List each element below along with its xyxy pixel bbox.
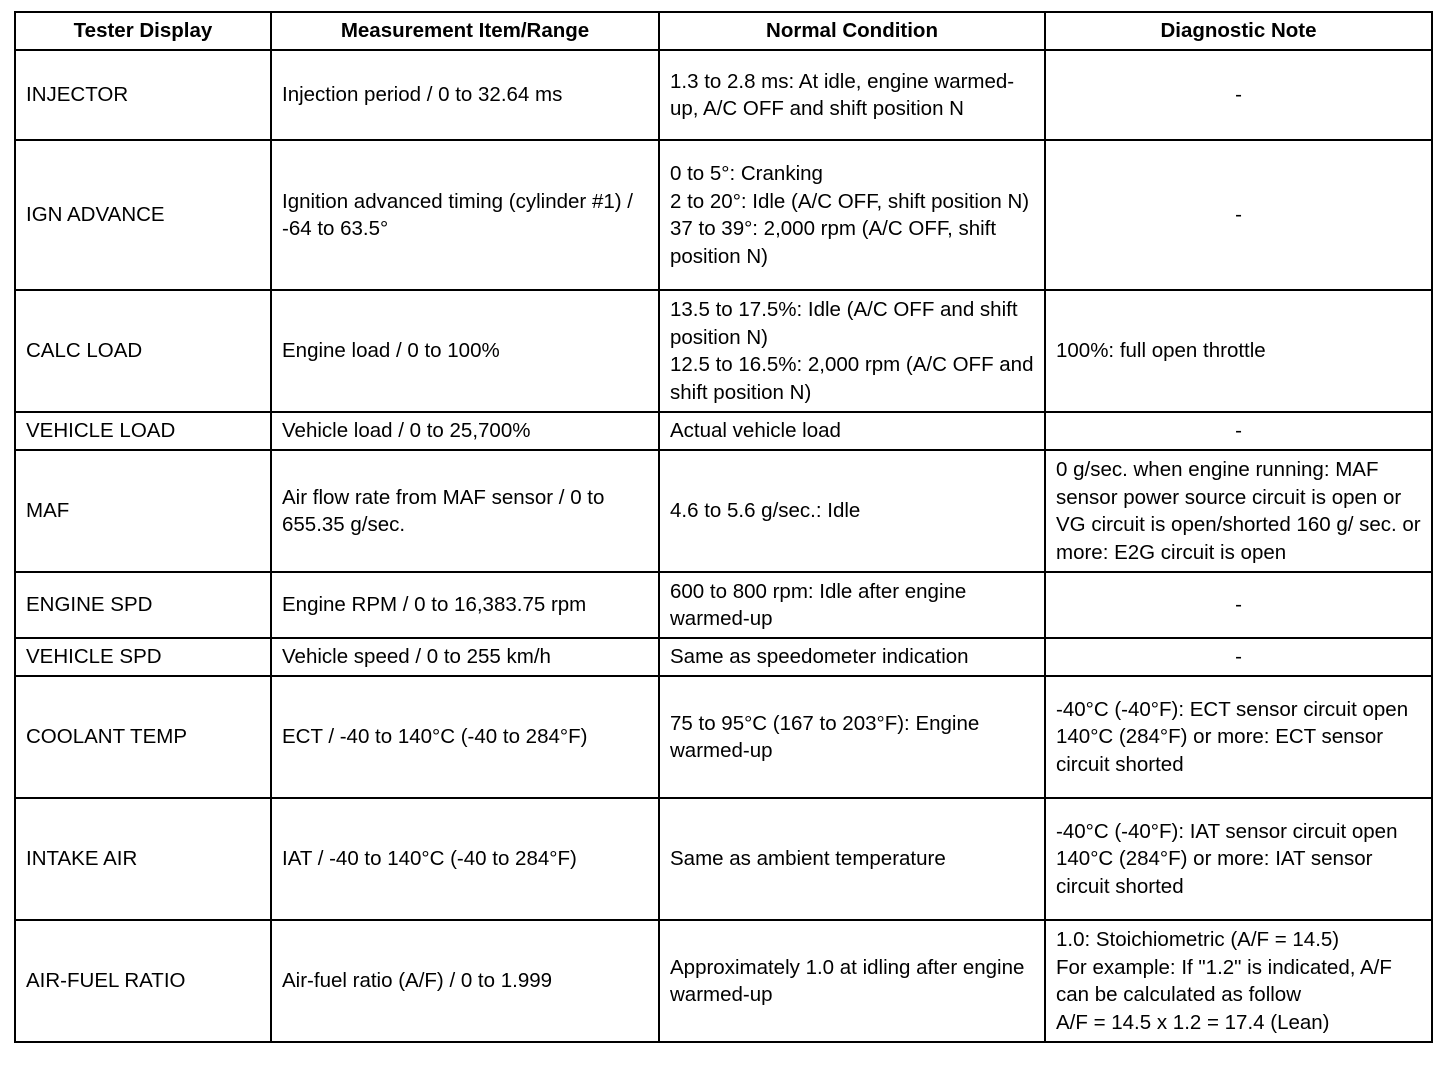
table-row (15, 50, 1432, 140)
cell-diagnostic-note (1045, 572, 1432, 638)
cell-tester-display: VEHICLE SPD (15, 638, 271, 676)
cell-normal-condition (659, 290, 1045, 412)
cell-tester-display: CALC LOAD (15, 290, 271, 412)
diagnostic-note-line: 140°C (284°F) or more: ECT sensor circuit shorted (1056, 725, 1384, 776)
diagnostic-note-line: 140°C (284°F) or more: IAT sensor circuit shorted (1056, 847, 1373, 898)
diagnostic-note-line: - (1235, 83, 1242, 107)
cell-tester-display: ENGINE SPD (15, 572, 271, 638)
cell-measurement-item: Vehicle load / 0 to 25,700% (271, 412, 659, 450)
diagnostic-note-line: - (1235, 645, 1242, 669)
data-list-table (14, 11, 1433, 1043)
header-tester-display: Tester Display (15, 12, 271, 50)
header-measurement-item: Measurement Item/Range (271, 12, 659, 50)
diagnostic-note-line: 0 g/sec. when engine running: MAF sensor power source circuit is open or VG circuit is open/shorted 160 g/ sec. or more: E2G circuit is open (1056, 458, 1421, 564)
cell-normal-condition (659, 572, 1045, 638)
normal-condition-line: 12.5 to 16.5%: 2,000 rpm (A/C OFF and shift position N) (670, 353, 1034, 404)
cell-normal-condition (659, 140, 1045, 290)
normal-condition-line: 600 to 800 rpm: Idle after engine warmed-up (670, 579, 967, 630)
normal-condition-line: 4.6 to 5.6 g/sec.: Idle (670, 499, 861, 523)
cell-measurement-item: Ignition advanced timing (cylinder #1) / -64 to 63.5° (271, 140, 659, 290)
table-row (15, 450, 1432, 572)
table-row (15, 798, 1432, 920)
cell-diagnostic-note (1045, 140, 1432, 290)
table-row (15, 676, 1432, 798)
cell-diagnostic-note (1045, 290, 1432, 412)
table-row (15, 638, 1432, 676)
cell-diagnostic-note (1045, 450, 1432, 572)
cell-tester-display: IGN ADVANCE (15, 140, 271, 290)
normal-condition-line: 37 to 39°: 2,000 rpm (A/C OFF, shift position N) (670, 217, 997, 268)
normal-condition-line: Same as ambient temperature (670, 847, 946, 871)
cell-tester-display: INTAKE AIR (15, 798, 271, 920)
diagnostic-note-line: - (1235, 419, 1242, 443)
cell-tester-display: INJECTOR (15, 50, 271, 140)
diagnostic-note-line: A/F = 14.5 x 1.2 = 17.4 (Lean) (1056, 1010, 1330, 1034)
cell-measurement-item: Engine load / 0 to 100% (271, 290, 659, 412)
cell-diagnostic-note (1045, 798, 1432, 920)
cell-normal-condition (659, 450, 1045, 572)
normal-condition-line: Actual vehicle load (670, 419, 841, 443)
cell-measurement-item: Air flow rate from MAF sensor / 0 to 655.35 g/sec. (271, 450, 659, 572)
table-row (15, 290, 1432, 412)
cell-tester-display: COOLANT TEMP (15, 676, 271, 798)
cell-measurement-item: Vehicle speed / 0 to 255 km/h (271, 638, 659, 676)
table-row (15, 412, 1432, 450)
table-row (15, 140, 1432, 290)
cell-tester-display: AIR-FUEL RATIO (15, 920, 271, 1042)
cell-tester-display: MAF (15, 450, 271, 572)
header-diagnostic-note: Diagnostic Note (1045, 12, 1432, 50)
cell-measurement-item: Engine RPM / 0 to 16,383.75 rpm (271, 572, 659, 638)
diagnostic-note-line: -40°C (-40°F): ECT sensor circuit open (1056, 697, 1409, 721)
diagnostic-note-line: 100%: full open throttle (1056, 339, 1266, 363)
table-row (15, 572, 1432, 638)
cell-diagnostic-note (1045, 50, 1432, 140)
diagnostic-note-line: - (1235, 203, 1242, 227)
normal-condition-line: 0 to 5°: Cranking (670, 162, 823, 185)
cell-diagnostic-note (1045, 638, 1432, 676)
cell-normal-condition (659, 50, 1045, 140)
normal-condition-line: 13.5 to 17.5%: Idle (A/C OFF and shift position N) (670, 298, 1018, 349)
cell-normal-condition (659, 920, 1045, 1042)
cell-normal-condition (659, 798, 1045, 920)
normal-condition-line: 1.3 to 2.8 ms: At idle, engine warmed-up, A/C OFF and shift position N (670, 69, 1015, 120)
cell-diagnostic-note (1045, 412, 1432, 450)
cell-normal-condition (659, 676, 1045, 798)
table-row (15, 920, 1432, 1042)
cell-tester-display: VEHICLE LOAD (15, 412, 271, 450)
cell-measurement-item: ECT / -40 to 140°C (-40 to 284°F) (271, 676, 659, 798)
header-normal-condition: Normal Condition (659, 12, 1045, 50)
diagnostic-note-line: -40°C (-40°F): IAT sensor circuit open (1056, 819, 1398, 843)
normal-condition-line: 75 to 95°C (167 to 203°F): Engine warmed-up (670, 711, 980, 762)
cell-diagnostic-note (1045, 676, 1432, 798)
normal-condition-line: Approximately 1.0 at idling after engine warmed-up (670, 955, 1025, 1006)
cell-measurement-item: Injection period / 0 to 32.64 ms (271, 50, 659, 140)
table-header-row (15, 12, 1432, 50)
cell-diagnostic-note (1045, 920, 1432, 1042)
cell-measurement-item: IAT / -40 to 140°C (-40 to 284°F) (271, 798, 659, 920)
normal-condition-line: 2 to 20°: Idle (A/C OFF, shift position N) (670, 189, 1030, 213)
diagnostic-note-line: For example: If "1.2" is indicated, A/F can be calculated as follow (1056, 955, 1392, 1006)
data-list-table-container (14, 11, 1431, 1043)
cell-normal-condition (659, 412, 1045, 450)
cell-normal-condition (659, 638, 1045, 676)
diagnostic-note-line: - (1235, 593, 1242, 617)
diagnostic-note-line: 1.0: Stoichiometric (A/F = 14.5) (1056, 928, 1340, 951)
cell-measurement-item: Air-fuel ratio (A/F) / 0 to 1.999 (271, 920, 659, 1042)
normal-condition-line: Same as speedometer indication (670, 645, 969, 669)
